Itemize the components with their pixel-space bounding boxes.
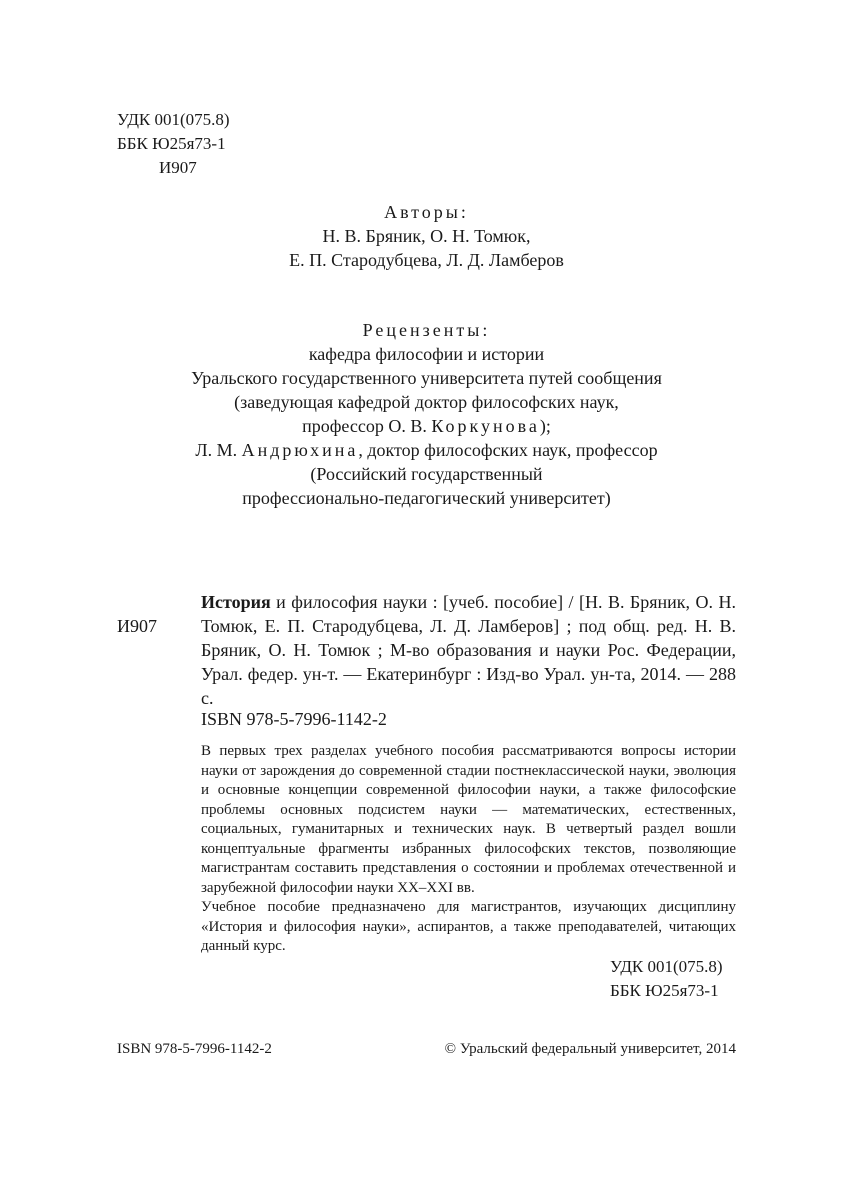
bibliographic-description [117, 590, 736, 710]
reviewer-1-suffix: ); [539, 416, 551, 436]
bbk-code: ББК Ю25я73-1 [117, 134, 226, 153]
reviewers-line-3: (заведующая кафедрой доктор философских наук, [234, 392, 619, 412]
authors-heading: Авторы: [384, 202, 469, 222]
reviewer-1-name: Коркунова [431, 416, 540, 436]
bottom-udk-code: УДК 001(075.8) [610, 957, 723, 976]
abstract [201, 742, 736, 957]
authors-line-2: Е. П. Стародубцева, Л. Д. Ламберов [289, 250, 564, 270]
reviewer-2-suffix: , доктор философских наук, профессор [358, 440, 658, 460]
bottom-classification [610, 955, 723, 1003]
reviewers-heading: Рецензенты: [362, 320, 491, 340]
abstract-paragraph-1: В первых трех разделах учебного пособия рассматриваются вопросы истории науки от зарождения до современной стадии постнеклассической науки, эволюция и основные концепции современной философии науки, а также философские проблемы основных подсистем науки — математических, естественных, социальных, гуманитарных и технических наук. В четвертый раздел вошли концептуальные фрагменты избранных философских текстов, позволяющие магистрантам составить представления о состоянии и проблемах отечественной и зарубежной философии науки XX–XXI вв. [201, 743, 736, 896]
book-title: История [201, 592, 271, 612]
authors-block [117, 200, 736, 272]
footer-isbn: ISBN 978-5-7996-1142-2 [117, 1041, 272, 1057]
reviewers-line-5 [117, 438, 736, 462]
reviewers-line-1: кафедра философии и истории [308, 344, 545, 364]
udk-code: УДК 001(075.8) [117, 110, 230, 129]
reviewers-line-2: Уральского государственного университета путей сообщения [191, 368, 662, 388]
reviewers-block [117, 318, 736, 510]
copyright-notice: © Уральский федеральный университет, 2014 [444, 1041, 736, 1057]
classification-block [117, 108, 230, 180]
reviewer-2-name: Андрюхина [241, 440, 359, 460]
reviewers-line-6: (Российский государственный [310, 464, 543, 484]
isbn-line: ISBN 978-5-7996-1142-2 [201, 709, 387, 729]
authors-line-1: Н. В. Бряник, О. Н. Томюк, [322, 226, 531, 246]
reviewer-2-initials: Л. М. [195, 440, 242, 460]
reviewers-line-4 [117, 414, 736, 438]
bibliographic-code: И907 [117, 616, 157, 636]
abstract-paragraph-2: Учебное пособие предназначено для магистрантов, изучающих дисциплину «История и философия науки», аспирантов, а также преподавателей, читающих данный курс. [201, 899, 736, 954]
reviewer-1-title: профессор О. В. [302, 416, 432, 436]
bibliographic-record [117, 590, 736, 710]
bottom-bbk-code: ББК Ю25я73-1 [610, 981, 719, 1000]
reviewers-line-7: профессионально-педагогический университет) [242, 488, 611, 508]
bibliographic-text: и философия науки : [учеб. пособие] / [Н. В. Бряник, О. Н. Томюк, Е. П. Стародубцева, Л. Д. Ламберов] ; под общ. ред. Н. В. Бряник, О. Н. Томюк ; М-во образования и науки Рос. Федерации, Урал. федер. ун-т. — Екатеринбург : Изд-во Урал. ун-та, 2014. — 288 с. [201, 592, 736, 708]
author-mark: И907 [159, 158, 197, 177]
